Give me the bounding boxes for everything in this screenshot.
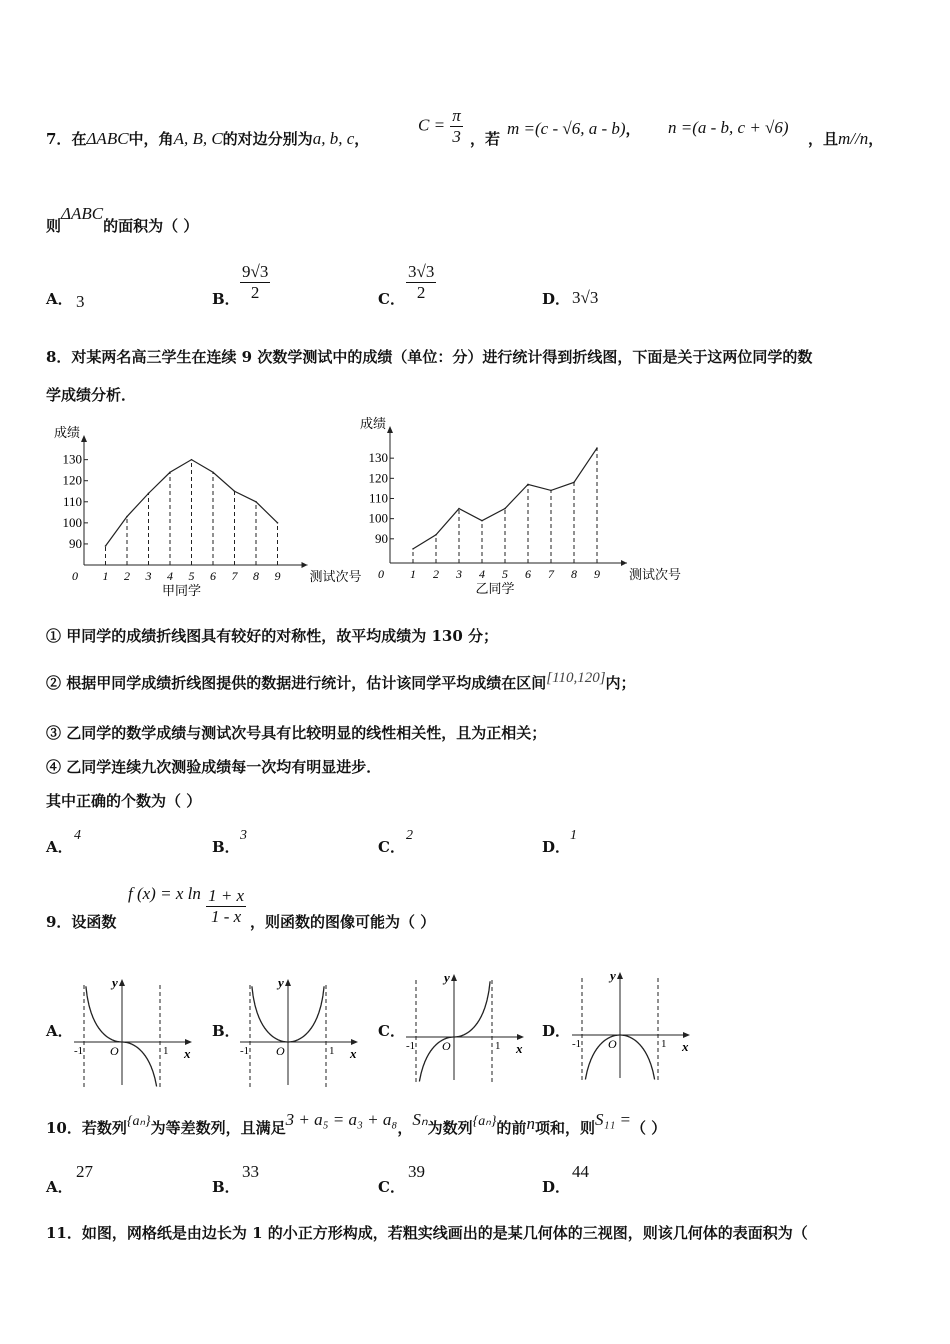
x-tick-label: 3	[145, 569, 152, 583]
q7-n-vector: n =(a - b, c + √6)	[668, 118, 789, 137]
x-tick-label: 8	[253, 569, 259, 583]
q8-option-b[interactable]: B． 3	[212, 828, 247, 856]
q9-graph-c[interactable]	[402, 970, 532, 1085]
y-tick-label: 120	[62, 472, 82, 488]
q9-function: f (x) = x ln $\frac{1 + x}{1 - x}$	[128, 883, 245, 926]
y-tick-label: 90	[69, 535, 82, 551]
q10-option-d[interactable]: D． 44	[542, 1162, 589, 1196]
q8-statement-2: ② 根据甲同学成绩折线图提供的数据进行统计，估计该同学平均成绩在区间[110,120]内；	[46, 670, 636, 692]
q9-option-d[interactable]: D．	[542, 1022, 571, 1040]
q10-option-a[interactable]: A． 27	[46, 1162, 93, 1196]
x-axis-arrow	[683, 1032, 690, 1038]
x-axis-label: 测试次号	[629, 567, 682, 582]
x-tick-label: 7	[231, 569, 238, 583]
q8-option-a[interactable]: A． 4	[46, 828, 81, 856]
data-point	[105, 545, 107, 547]
q9-graph-a[interactable]	[70, 975, 200, 1090]
x-tick-label: 6	[210, 569, 216, 583]
q7-option-d[interactable]: D． 3√3	[542, 288, 599, 308]
y-label: y	[112, 975, 118, 990]
data-point	[435, 534, 437, 536]
x-tick-label: 9	[594, 567, 600, 581]
y-label: y	[444, 970, 450, 985]
chart-title: 乙同学	[475, 581, 515, 596]
q9-option-c[interactable]: C．	[378, 1022, 405, 1040]
y-tick-label: 100	[368, 510, 388, 526]
data-point	[255, 501, 257, 503]
y-tick-label: 130	[368, 450, 388, 466]
data-point	[458, 508, 460, 510]
y-tick-label: 120	[368, 470, 388, 486]
neg-one-label: -1	[240, 1045, 250, 1057]
q10-option-c[interactable]: C． 39	[378, 1162, 425, 1196]
y-axis-label: 成绩	[359, 416, 386, 431]
x-label: x	[184, 1046, 191, 1061]
q9-stem-end: ，则函数的图像可能为（ ）	[250, 913, 436, 931]
q7-option-a[interactable]: A． 3	[46, 290, 85, 311]
y-tick-label: 110	[368, 490, 388, 506]
pos-one-label: 1	[661, 1038, 667, 1050]
q8-statement-4: ④ 乙同学连续九次测验成绩每一次均有明显进步．	[46, 758, 382, 776]
chart-jia	[42, 425, 362, 605]
q10-option-b[interactable]: B． 33	[212, 1162, 259, 1196]
q8-option-c[interactable]: C． 2	[378, 828, 413, 856]
q7-line1: 7．在ΔABC中，角A, B, C的对边分别为a, b, c，	[46, 129, 370, 148]
x-tick-label: 4	[167, 569, 173, 583]
y-label: y	[610, 968, 616, 983]
x-label: x	[516, 1041, 523, 1056]
q8-option-d[interactable]: D． 1	[542, 828, 577, 856]
neg-one-label: -1	[406, 1040, 416, 1052]
origin-label: O	[276, 1044, 285, 1058]
y-axis-arrow	[387, 426, 393, 433]
q9-option-b[interactable]: B．	[212, 1022, 240, 1040]
data-point	[481, 520, 483, 522]
pos-one-label: 1	[329, 1045, 335, 1057]
x-tick-label: 5	[188, 569, 195, 583]
y-axis-arrow	[285, 979, 291, 986]
y-axis-label: 成绩	[53, 425, 80, 440]
q11-stem: 11．如图，网格纸是由边长为 1 的小正方形构成，若粗实线画出的是某几何体的三视图，则该几何体的表面积为（	[46, 1224, 808, 1242]
y-tick-label: 100	[62, 514, 82, 530]
origin-label: 0	[378, 567, 384, 581]
data-point	[234, 490, 236, 492]
x-tick-label: 2	[124, 569, 130, 583]
x-label: x	[350, 1046, 357, 1061]
origin-label: O	[110, 1044, 119, 1058]
q9-graph-b[interactable]	[236, 975, 366, 1090]
q8-statement-3: ③ 乙同学的数学成绩与测试次号具有比较明显的线性相关性，且为正相关；	[46, 724, 547, 742]
x-tick-label: 1	[102, 569, 109, 583]
data-point	[550, 490, 552, 492]
data-point	[126, 516, 128, 518]
function-curve	[419, 981, 490, 1081]
chart-yi	[352, 416, 682, 600]
data-point	[573, 482, 575, 484]
data-point	[277, 522, 279, 524]
origin-label: O	[608, 1037, 617, 1051]
y-axis-arrow	[617, 972, 623, 979]
q8-statement-1: ① 甲同学的成绩折线图具有较好的对称性，故平均成绩为 130 分；	[46, 627, 498, 645]
q8-stem-line1: 8．对某两名高三学生在连续 9 次数学测试中的成绩（单位：分）进行统计得到折线图，下面是关于这两位同学的数	[46, 348, 813, 366]
q7-parallel: ，且m//n，	[808, 129, 884, 148]
data-point	[169, 471, 171, 473]
data-point	[596, 447, 598, 449]
y-axis-arrow	[119, 979, 125, 986]
q7-line2: 则ΔABC的面积为（ ）	[46, 204, 199, 235]
x-tick-label: 6	[525, 567, 531, 581]
q9-option-a[interactable]: A．	[46, 1022, 73, 1040]
q9-stem: 9．设函数	[46, 913, 117, 931]
q7-angle-c: C = $\frac{\pi}{3}$	[418, 106, 461, 146]
y-tick-label: 90	[375, 530, 388, 546]
y-tick-label: 110	[62, 493, 82, 509]
q7-option-c[interactable]: C． $\frac{3√3}{2}$	[378, 262, 435, 308]
q7-option-b[interactable]: B． $\frac{9√3}{2}$	[212, 262, 269, 308]
data-point	[504, 508, 506, 510]
x-label: x	[682, 1039, 689, 1054]
y-axis-arrow	[451, 974, 457, 981]
x-axis-arrow	[517, 1034, 524, 1040]
x-tick-label: 5	[502, 567, 508, 581]
data-point	[412, 548, 414, 550]
data-point	[527, 484, 529, 486]
function-curve	[86, 986, 157, 1086]
q10-stem: 10．若数列{aₙ}为等差数列，且满足3 + a₅ = a₃ + a₈，Sₙ为数列{aₙ}的前n项和，则S₁₁ =（ ）	[46, 1110, 667, 1137]
x-axis-arrow	[302, 562, 308, 568]
x-tick-label: 2	[433, 567, 439, 581]
x-tick-label: 9	[274, 569, 281, 583]
q7-if: ，若	[470, 130, 501, 148]
neg-one-label: -1	[74, 1045, 84, 1057]
origin-label: O	[442, 1039, 451, 1053]
pos-one-label: 1	[163, 1045, 169, 1057]
q7-m-vector: m =(c - √6, a - b)，	[507, 119, 641, 138]
data-point	[191, 459, 193, 461]
chart-title: 甲同学	[161, 583, 202, 598]
y-tick-label: 130	[62, 451, 82, 467]
x-axis-arrow	[185, 1039, 192, 1045]
neg-one-label: -1	[572, 1038, 582, 1050]
x-tick-label: 4	[479, 567, 485, 581]
q8-question: 其中正确的个数为（ ）	[46, 792, 202, 810]
pos-one-label: 1	[495, 1040, 501, 1052]
x-axis-label: 测试次号	[309, 569, 362, 584]
q8-stem-line2: 学成绩分析．	[46, 386, 137, 404]
x-tick-label: 3	[456, 567, 462, 581]
origin-label: 0	[72, 569, 78, 583]
x-tick-label: 7	[548, 567, 554, 581]
y-label: y	[278, 975, 284, 990]
data-point	[148, 493, 150, 495]
x-tick-label: 8	[571, 567, 577, 581]
x-axis-arrow	[351, 1039, 358, 1045]
y-axis-arrow	[81, 435, 87, 442]
data-point	[212, 471, 214, 473]
q9-graph-d[interactable]	[568, 968, 698, 1088]
x-axis-arrow	[621, 560, 627, 566]
x-tick-label: 1	[410, 567, 416, 581]
